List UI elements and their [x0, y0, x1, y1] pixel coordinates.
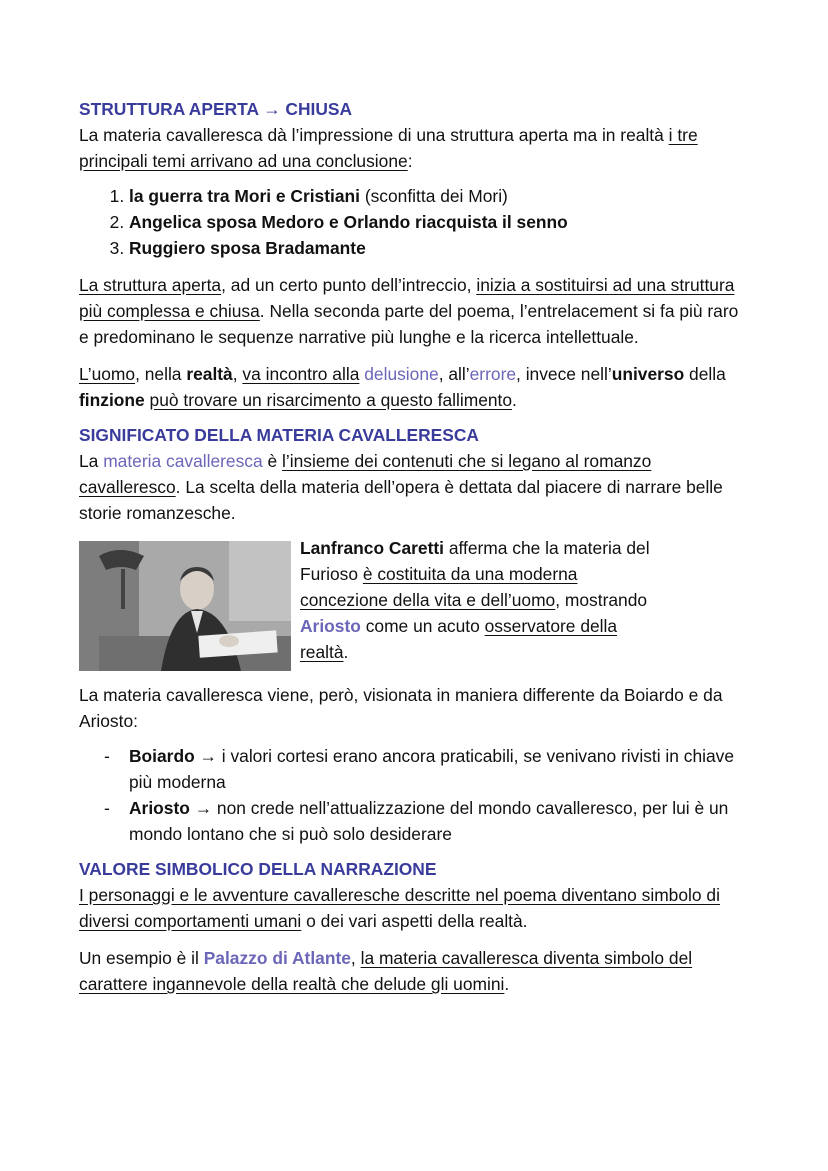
significato-paragraph: [79, 448, 751, 526]
list-item: [79, 743, 751, 795]
text: è: [262, 451, 283, 471]
text: , ad un certo punto dell’intreccio,: [221, 275, 477, 295]
bold-text: la guerra tra Mori e Cristiani: [129, 186, 360, 206]
text: . La scelta della materia dell’opera è dettata dal piacere di narrare belle storie romanzesche.: [79, 477, 723, 523]
text: come un acuto: [360, 616, 485, 636]
text: (sconfitta dei Mori): [359, 186, 508, 206]
highlight-text: materia cavalleresca: [103, 451, 263, 471]
caretti-paragraph: [300, 535, 650, 665]
underlined-text: va incontro alla: [242, 364, 360, 384]
bold-text: Ruggiero sposa Bradamante: [129, 238, 366, 258]
underlined-text: inizia a sostituirsi ad una struttura più complessa e chiusa: [79, 275, 735, 321]
text: . Nella seconda parte del poema, l’entrelacement si fa più raro e predominano le sequenze narrative più lunghe e la ricerca intellettuale.: [79, 301, 739, 347]
bold-text: finzione: [79, 390, 145, 410]
list-item: [79, 795, 751, 847]
text: della: [684, 364, 726, 384]
valore-paragraph: [79, 882, 751, 934]
structure-paragraph: [79, 272, 751, 350]
photo-illustration: [79, 541, 291, 671]
underlined-text: l’insieme dei contenuti che si legano al romanzo cavalleresco: [79, 451, 652, 497]
bold-text: realtà: [186, 364, 233, 384]
list-item: [129, 209, 751, 235]
underlined-text: L’uomo: [79, 364, 136, 384]
section-title-struttura: STRUTTURA APERTA → CHIUSA: [79, 99, 353, 119]
document-body: [79, 96, 751, 997]
highlight-text: Palazzo di Atlante: [203, 948, 351, 968]
text: , mostrando: [555, 590, 648, 610]
dash-bullet: -: [104, 746, 110, 766]
text: :: [407, 151, 413, 171]
figure-caption: [291, 535, 650, 671]
differenza-paragraph: La materia cavalleresca viene, però, visionata in maniera differente da Boiardo e da Ariosto:: [79, 685, 723, 731]
text: La materia cavalleresca dà l’impressione di una struttura aperta ma in realtà: [79, 125, 669, 145]
underlined-text: osservatore della realtà: [300, 616, 618, 662]
authors-list: [79, 743, 751, 847]
text: → i valori cortesi erano ancora praticabili, se venivano rivisti in chiave più moderna: [129, 746, 735, 792]
underlined-text: i tre principali temi arrivano ad una conclusione: [79, 125, 698, 171]
highlight-text: delusione: [364, 364, 439, 384]
underlined-text: può trovare un risarcimento a questo fallimento: [149, 390, 513, 410]
underlined-text: la materia cavalleresca diventa simbolo del carattere ingannevole della realtà che delude gli uomini: [79, 948, 693, 994]
text: .: [512, 390, 517, 410]
bold-text: Angelica sposa Medoro e Orlando riacquista il senno: [129, 212, 568, 232]
text: .: [504, 974, 510, 994]
atlante-paragraph: [79, 945, 751, 997]
bold-text: universo: [611, 364, 685, 384]
bold-text: Boiardo: [129, 746, 195, 766]
text: La: [79, 451, 104, 471]
bold-text: Lanfranco Caretti: [300, 538, 444, 558]
text: ,: [232, 364, 243, 384]
text: ,: [350, 948, 361, 968]
list-item: [129, 183, 751, 209]
dash-bullet: -: [104, 798, 110, 818]
text: Un esempio è il: [79, 948, 204, 968]
uomo-paragraph: [79, 361, 751, 413]
figure-block: [79, 535, 751, 671]
list-item: [129, 235, 751, 261]
underlined-text: La struttura aperta: [79, 275, 222, 295]
caretti-photo: [79, 541, 291, 671]
underlined-text: è costituita da una moderna concezione della vita e dell’uomo: [300, 564, 578, 610]
highlight-text: Ariosto: [300, 616, 361, 636]
text: → non crede nell’attualizzazione del mondo cavalleresco, per lui è un mondo lontano che si può solo desiderare: [129, 798, 729, 844]
highlight-text: errore: [469, 364, 517, 384]
text: , invece nell’: [516, 364, 612, 384]
text: , all’: [438, 364, 470, 384]
themes-list: [79, 183, 751, 261]
text: .: [343, 642, 349, 662]
section-title-valore: VALORE SIMBOLICO DELLA NARRAZIONE: [79, 859, 437, 879]
bold-text: Ariosto: [129, 798, 190, 818]
text: o dei vari aspetti della realtà.: [301, 911, 528, 931]
section-title-significato: SIGNIFICATO DELLA MATERIA CAVALLERESCA: [79, 425, 479, 445]
text: , nella: [135, 364, 187, 384]
text: afferma che la materia del Furioso: [300, 538, 650, 584]
underlined-text: I personaggi e le avventure cavalleresche descritte nel poema diventano simbolo di diversi comportamenti umani: [79, 885, 720, 931]
intro-paragraph: [79, 122, 751, 174]
